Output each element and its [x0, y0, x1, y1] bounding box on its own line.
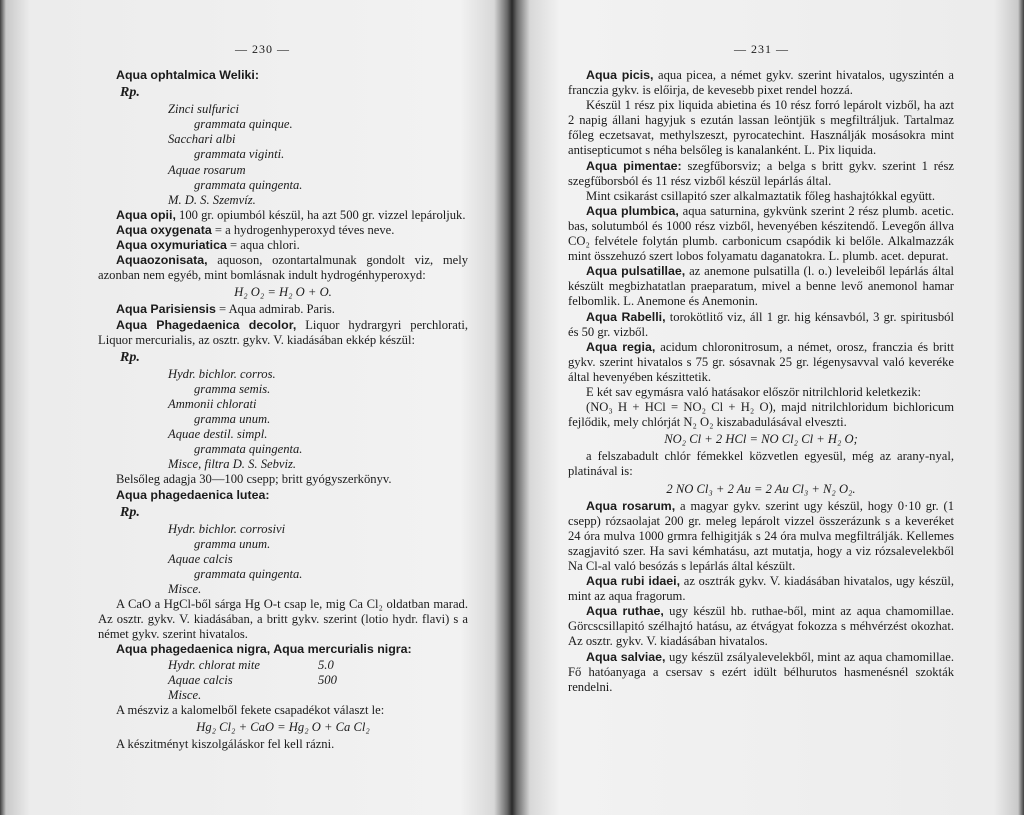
dictionary-entry [568, 604, 954, 649]
quantity-line: grammata viginti. [194, 147, 285, 162]
ingredient-line: Ammonii chlorati [168, 396, 257, 411]
ingredient-line: Misce. [168, 582, 202, 597]
paragraph: A készitményt kiszolgáláskor fel kell rázni. [116, 737, 335, 752]
entry-headword: Aqua phagedaenica lutea: [116, 487, 270, 502]
ingredient-line: M. D. S. Szemvíz. [168, 192, 256, 207]
entry-text: = a hydrogenhyperoxyd téves neve. [214, 222, 395, 237]
ingredient-name: Hydr. chlorat mite [168, 657, 260, 672]
dictionary-entry [568, 340, 954, 385]
entry-text: = Aqua admirab. Paris. [219, 302, 335, 317]
formula: 2 NO Cl₃ + 2 Au = 2 Au Cl₃ + N₂ O₂. [666, 481, 856, 496]
formula: NO₂ Cl + 2 HCl = NO Cl₂ Cl + H₂ O; [664, 432, 858, 447]
ingredient-line: Sacchari albi [168, 132, 236, 147]
entry-headword: Aqua ophtalmica Weliki: [116, 68, 259, 82]
dictionary-entry [98, 68, 468, 83]
paragraph: a felszabadult chlór fémekkel közvetlen egyesül, még az arany-nyal, platinával is: [568, 449, 954, 479]
quantity-line: gramma unum. [194, 412, 271, 427]
dictionary-entry [98, 642, 468, 657]
left-page-text [98, 68, 468, 752]
ingredient-quantity: 500 [318, 672, 337, 687]
entry-text: szegfűborsviz; a belga s britt gykv. szerint 1 rész szegfűborsból és 11 rész vizből készül lepárlás által. [568, 158, 954, 188]
entry-headword: Aqua salviae, [586, 649, 666, 664]
entry-headword: Aqua pulsatillae, [586, 264, 686, 279]
dictionary-entry [98, 302, 468, 317]
page-number: — 231 — [734, 42, 789, 56]
dictionary-entry [568, 650, 954, 695]
ingredient-line: Hydr. bichlor. corros. [168, 366, 276, 381]
quantity-line: grammata quingenta. [194, 567, 303, 581]
entry-text: torokötlitő viz, áll 1 gr. hig kénsavból, 3 gr. spiritusból és 50 gr. vizből. [568, 309, 954, 339]
paragraph: A mészviz a kalomelből fekete csapadékot választ le: [116, 702, 385, 717]
quantity-line: gramma unum. [194, 536, 271, 551]
paragraph: Mint csikarást csillapitó szer alkalmaztatik főleg hashajtókkal együtt. [586, 188, 936, 203]
quantity-line: grammata quinque. [194, 117, 293, 132]
paragraph: E két sav egymásra való hatásakor először nitrilchlorid keletkezik: [586, 384, 922, 399]
paragraph: A CaO a HgCl-ből sárga Hg O-t csap le, mig Ca Cl₂ oldatban marad. Az osztr. gykv. V. kiadásában, a britt gykv. szerint (lotio hydr. flavi) s a német gykv. szerint hivatalos. [98, 597, 468, 642]
right-page-text [568, 68, 954, 695]
quantity-line: grammata quingenta. [194, 442, 303, 457]
entry-headword: Aqua rosarum, [586, 498, 676, 513]
entry-headword: Aqua oxygenata [116, 222, 212, 237]
dictionary-entry [98, 223, 468, 238]
ingredient-line: Aquae calcis [168, 551, 233, 566]
right-page [512, 0, 1024, 815]
dictionary-entry [98, 488, 468, 503]
dictionary-entry [568, 264, 954, 309]
entry-text: acidum chloronitrosum, a német, orosz, franczia és britt gykv. szerint hivatalos s 75 gr. sósavnak 25 gr. légenysavval való keveréke által hevenyében készittetik. [568, 339, 954, 384]
recipe-mark: Rp. [120, 349, 140, 365]
ingredient-quantity: 5.0 [318, 657, 334, 672]
dictionary-entry [568, 499, 954, 574]
quantity-line: grammata quingenta. [194, 177, 303, 192]
ingredient-line: Hydr. bichlor. corrosivi [168, 521, 286, 536]
recipe-mark: Rp. [120, 504, 140, 520]
ingredient-line: Aquae rosarum [168, 162, 246, 177]
entry-headword: Aqua picis, [586, 68, 654, 82]
entry-text: az osztrák gykv. V. kiadásában hivatalos, ugy készül, mint az aqua fragorum. [568, 574, 954, 604]
entry-headword: Aqua regia, [586, 339, 656, 354]
entry-text: a magyar gykv. szerint ugy készül, hogy 0·10 gr. (1 csepp) rózsaolajat 200 gr. meleg lepárolt vizzel összerázunk s a keveréket 24 óra mulva 1000 grmra felhigitják s 24 óra mulva megfiltrálják. Kellemes szagjavitó szer. Ha savi kémhatásu, azt mutatja, hogy a viz rózsalevelekből Na Cl-al való besózás s lepárlás által készült. [568, 498, 954, 573]
formula: H₂ O₂ = H₂ O + O. [234, 285, 332, 300]
entry-headword: Aqua opii, [116, 207, 176, 222]
dictionary-entry [568, 574, 954, 604]
entry-text: ugy készül hb. ruthae-ből, mint az aqua chamomillae. Görcscsillapitó szélhajtó hatásu, az étvágyat fokozza s méhvérzést okozhat. Az osztr. gykv. V. kiadásában hivatalos. [568, 604, 954, 649]
dictionary-entry [98, 318, 468, 348]
dictionary-entry [568, 159, 954, 189]
entry-text: 100 gr. opiumból készül, ha azt 500 gr. vizzel lepároljuk. [179, 207, 466, 222]
ingredient-line: Aquae destil. simpl. [168, 427, 268, 442]
quantity-line: gramma semis. [194, 381, 271, 396]
dictionary-entry [568, 68, 954, 98]
entry-text: az anemone pulsatilla (l. o.) leveleiből lepárlás által készült megbizhatatlan praeparatum, mivel a benne levő anemonol hamar felbomlik. L. Anemone és Anemonin. [568, 264, 954, 309]
entry-text: aqua picea, a német gykv. szerint hivatalos, ugyszintén a franczia gykv. is előirja, de kevesebb pixet rendel hozzá. [568, 68, 954, 98]
entry-headword: Aqua rubi idaei, [586, 574, 681, 589]
entry-text: aqua saturnina, gykvünk szerint 2 rész plumb. acetic. bas, solutumból és 1000 rész vizből, hevenyében készitendő. Levegőn állva CO₂ felvétele folytán plumb. carbonicum csapódik ki belőle. Alkalmazzák mint összehuzó szert lobos folyamatu daganatokra. L. plumb. acet. depurat. [568, 203, 954, 264]
ingredient-line: Misce. [168, 687, 202, 702]
entry-headword: Aqua phagedaenica nigra, Aqua mercurialis nigra: [116, 642, 412, 657]
entry-headword: Aqua Parisiensis [116, 302, 216, 317]
ingredient-line: Misce, filtra D. S. Sebviz. [168, 457, 297, 472]
entry-headword: Aqua ruthae, [586, 604, 664, 619]
dictionary-entry [98, 253, 468, 283]
dictionary-entry [568, 310, 954, 340]
formula: Hg₂ Cl₂ + CaO = Hg₂ O + Ca Cl₂ [196, 719, 370, 734]
entry-headword: Aquaozonisata, [116, 253, 208, 268]
entry-headword: Aqua pimentae: [586, 158, 682, 173]
entry-text: aquoson, ozontartalmunak gondolt viz, mely azonban nem egyéb, mint bomlásnak indult hydrogénhyperoxyd: [98, 253, 468, 283]
entry-headword: Aqua Rabelli, [586, 309, 666, 324]
page-number: — 230 — [235, 42, 290, 56]
entry-headword: Aqua oxymuriatica [116, 238, 227, 253]
entry-headword: Aqua Phagedaenica decolor, [116, 317, 297, 332]
ingredient-row [98, 673, 468, 688]
ingredient-name: Aquae calcis [168, 672, 233, 687]
ingredient-line: Zinci sulfurici [168, 102, 240, 117]
paragraph: (NO₃ H + HCl = NO₂ Cl + H₂ O), majd nitrilchloridum bichloricum fejlődik, mely chlórját N₂ O₂ kiszabadulásával elveszti. [568, 400, 954, 430]
dictionary-entry [98, 238, 468, 253]
dictionary-entry [568, 204, 954, 264]
entry-headword: Aqua plumbica, [586, 203, 679, 218]
paragraph: Készül 1 rész pix liquida abietina és 10 rész forró lepárolt vizből, ha azt 2 napig állani hagyjuk s ezután lassan leöntjük s megfiltráljuk. Tartalmaz főleg eczetsavat, methylszeszt, pyrocatechint. Használják mosásokra mint antisepticumot s néha belsőleg is kanalanként. L. Pix liquida. [568, 98, 954, 158]
entry-text: ugy készül zsályalevelekből, mint az aqua chamomillae. Fő hatóanyaga a csersav s ezért idült bélhurutos hasmenésnél szokták rendelni. [568, 649, 954, 694]
entry-text: = aqua chlori. [230, 238, 300, 253]
recipe-mark: Rp. [120, 85, 140, 101]
dictionary-entry [98, 208, 468, 223]
entry-text: Liquor hydrargyri perchlorati, Liquor mercurialis, az osztr. gykv. V. kiadásában ekkép készül: [98, 317, 468, 347]
ingredient-row [98, 658, 468, 673]
paragraph: Belsőleg adagja 30—100 csepp; britt gyógyszerkönyv. [116, 472, 392, 487]
